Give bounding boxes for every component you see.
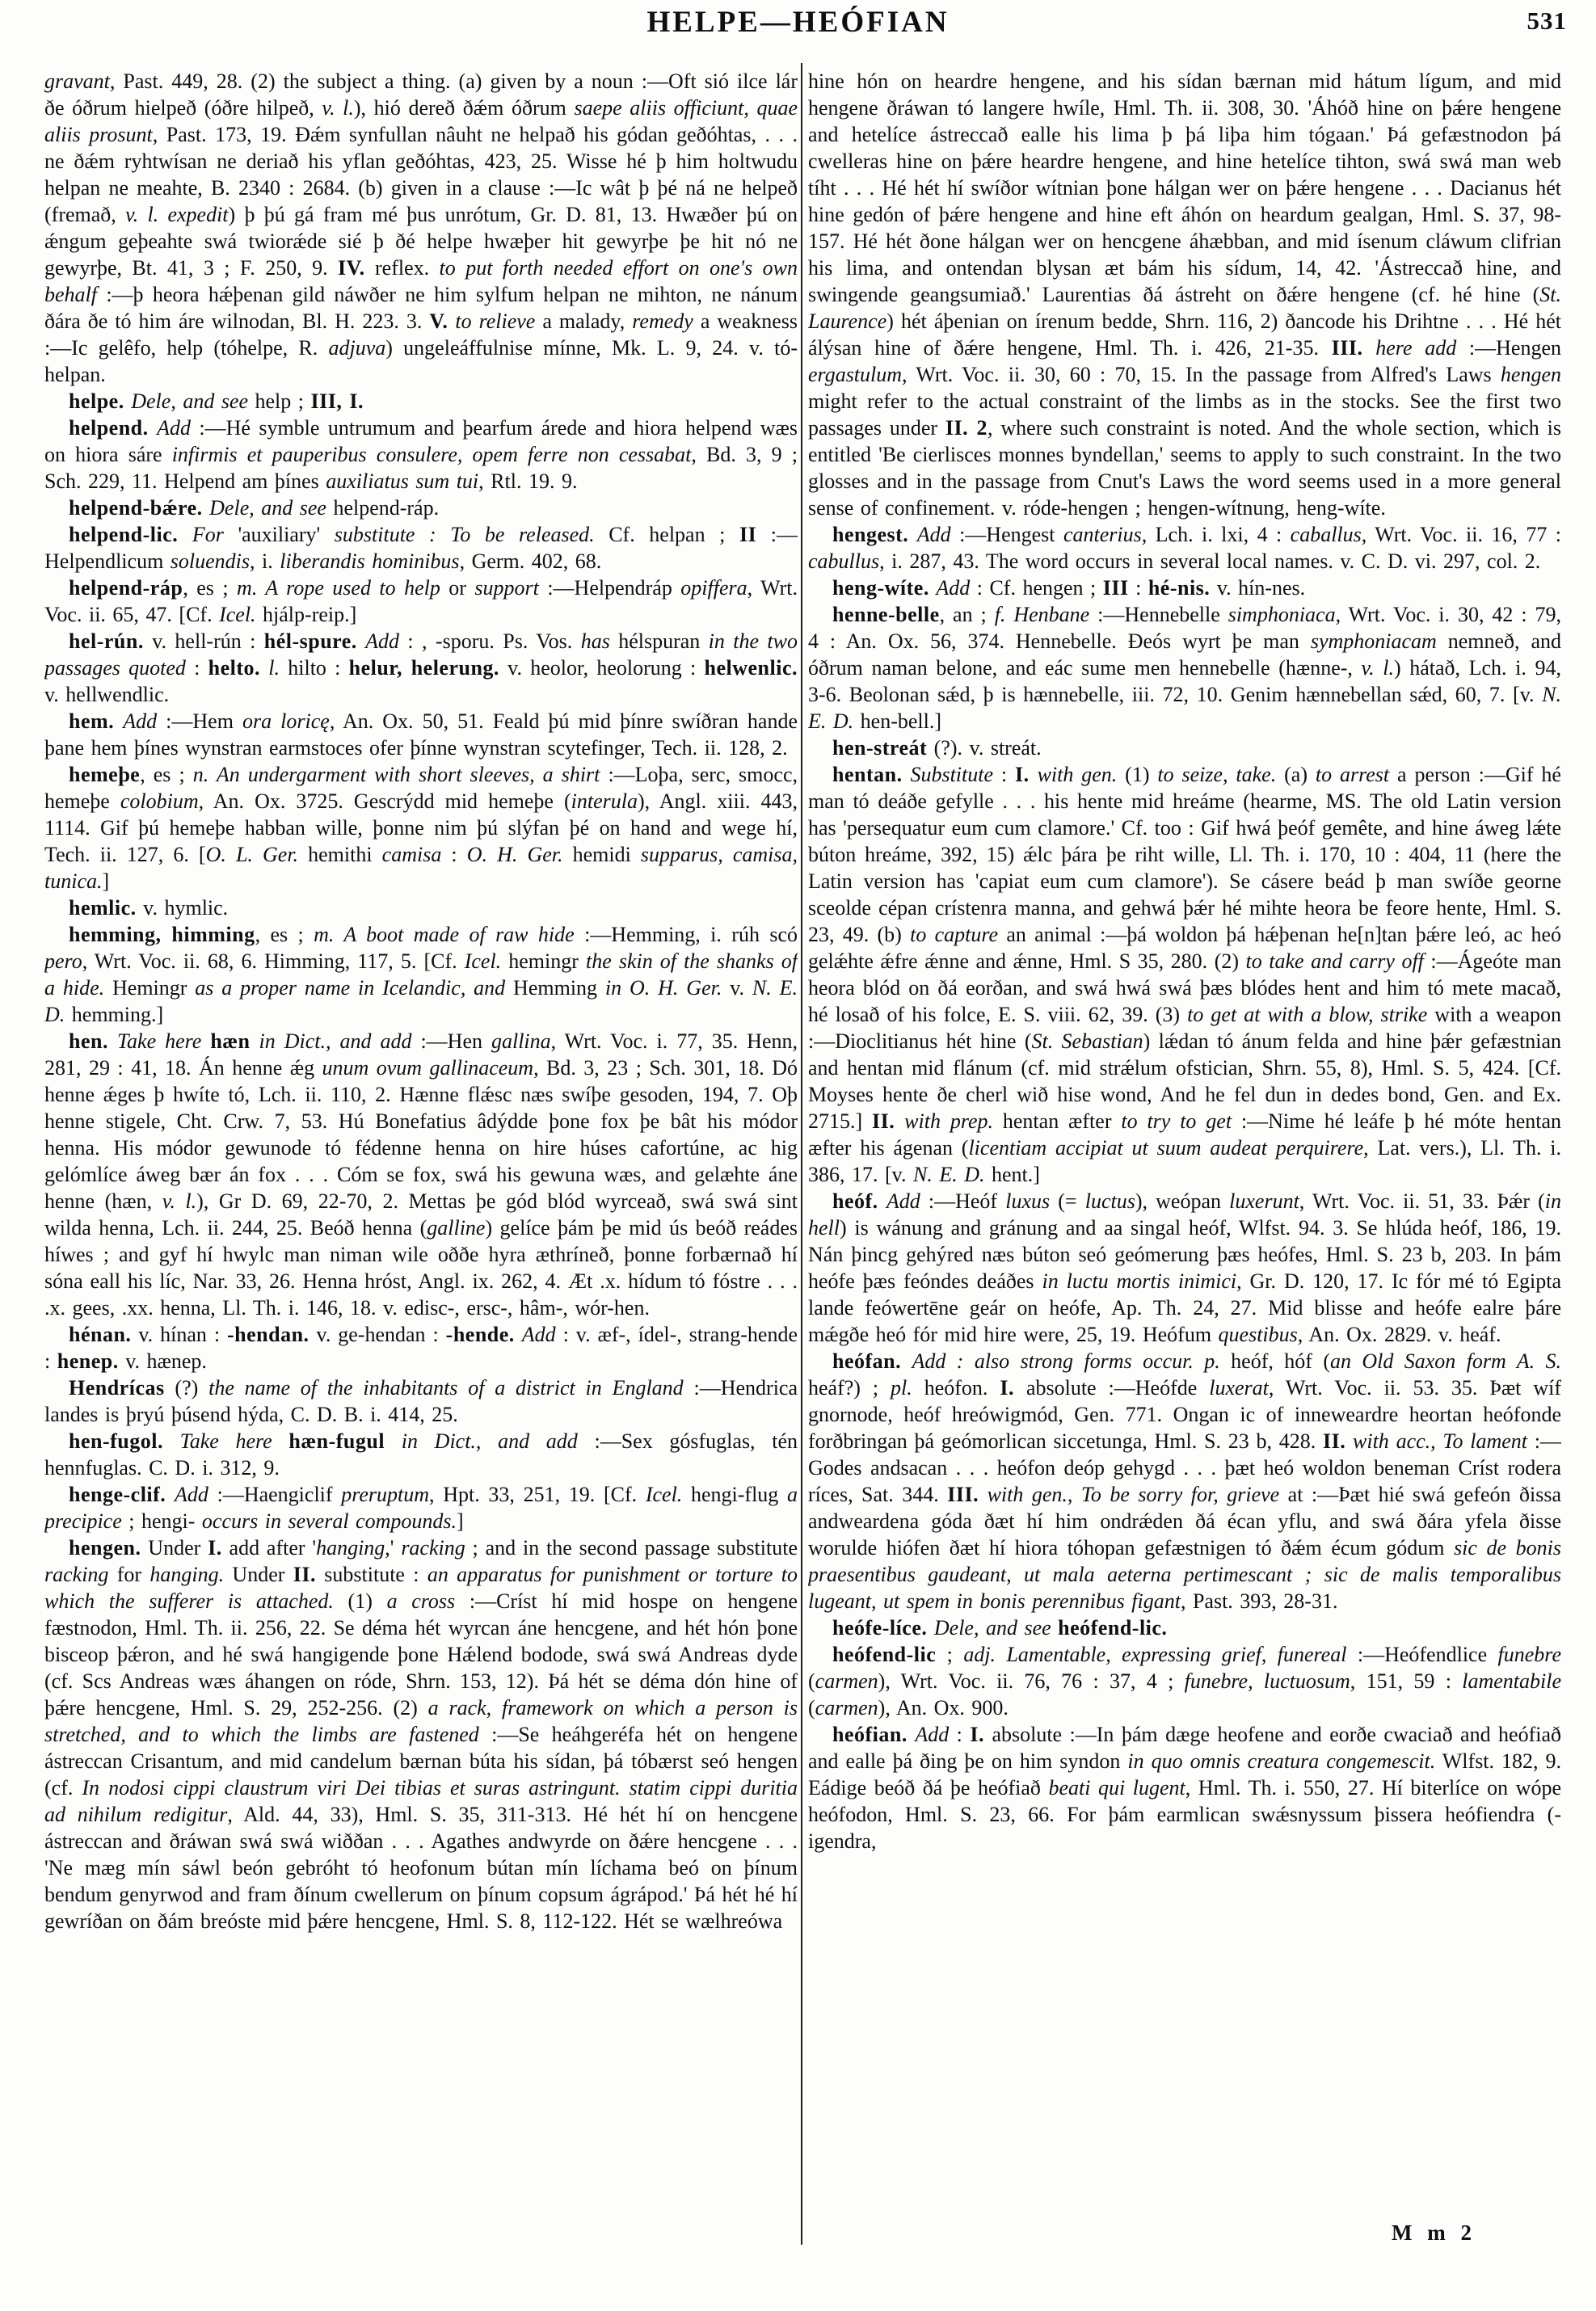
dictionary-entry: hénan. v. hínan : -hendan. v. ge-hendan : -hende. Add : v. æf-, ídel-, strang-hende : henep. v. hænep.	[44, 1323, 798, 1373]
dictionary-entry: helpend-ráp, es ; m. A rope used to help or support :—Helpendráp opiffera, Wrt. Voc. ii. 65, 47. [Cf. Icel. hjálp-reip.]	[44, 576, 798, 626]
column-right	[808, 68, 1561, 2254]
dictionary-entry: helpend-bǽre. Dele, and see helpend-ráp.	[69, 496, 440, 520]
dictionary-entry: heóf. Add :—Heóf luxus (= luctus), weópan luxerunt, Wrt. Voc. ii. 51, 33. Þǽr (in hell) is wánung and gránung and aa singal heóf, Wlfst. 94. 3. Se hlúda heóf, 186, 19. Nán þincg gehýred næs búton seó geómerung þæs heófes, Hml. S. 23 b, 203. In þám heófe þæs feóndes deáðes in luctu mortis inimici, Gr. D. 120, 17. Ic fór mé tó Egipta lande feówertēne geár on heófe, Ap. Th. 24, 27. Mid blisse and heófe ealre þáre mǽgðe heó fór mid hire were, 25, 19. Heófum questibus, An. Ox. 2829. v. heáf.	[808, 1189, 1561, 1346]
page-title: HELPE—HEÓFIAN	[646, 6, 950, 39]
dictionary-entry: hemming, himming, es ; m. A boot made of raw hide :—Hemming, i. rúh scó pero, Wrt. Voc. ii. 68, 6. Himming, 117, 5. [Cf. Icel. hemingr the skin of the shanks of a hide. Hemingr as a proper name in Icelandic, and Hemming in O. H. Ger. v. N. E. D. hemming.]	[44, 923, 798, 1026]
entry-continuation: hine hón on heardre hengene, and his sídan bærnan mid hátum lígum, and mid hengene ðráwan tó langere hwíle, Hml. Th. ii. 308, 30. 'Áhóð hine on þǽre hengene and hetelíce ástreccað ealle his lima þ þá liþa him tógaan.' Þá gefæstnodon þá cwelleras hine on þǽre heardre hengene, and hine hetelíce tihton, swá swá man web tíht . . . Hé hét hí swíðor wítnian þone hálgan wer on þǽre hengene . . . Dacianus hét hine gedón of þǽre hengene and hine eft áhón on heardum gealgan, Hml. S. 37, 98-157. Hé hét ðone hálgan wer on hencgene áhæbban, and mid ísenum cláwum clifrian his lima, and ontendan blysan æt bám his sídum, 14, 42. 'Ástreccað hine, and swingende geangsumiað.' Laurentias ðá ástreht on ðǽre hengene (cf. hé hine (St. Laurence) hét áþenian on írenum bedde, Shrn. 116, 2) ðancode his Drihtne . . . Hé hét álýsan hine of ðǽre hengene, Hml. Th. i. 426, 21-35. III. here add :—Hengen ergastulum, Wrt. Voc. ii. 30, 60 : 70, 15. In the passage from Alfred's Laws hengen might refer to the actual constraint of the limbs as in the stocks. See the first two passages under II. 2, where such constraint is noted. And the whole section, which is entitled 'Be cierlisces monnes byndellan,' seems to apply to such constraint. In the two glosses and in the passage from Cnut's Laws the word seems used in a more general sense of confinement. v. róde-hengen ; hengen-wítnung, heng-wíte.	[808, 69, 1561, 520]
page-number: 531	[1527, 6, 1567, 35]
entry-continuation: gravant, Past. 449, 28. (2) the subject a thing. (a) given by a noun :—Oft sió ilce lár ðe óðrum hielpeð (óðre hilpeð, v. l.), hió dereð ðǽm óðrum saepe aliis officiunt, quae aliis prosunt, Past. 173, 19. Ðǽm synfullan nâuht ne helpað his gódan geðóhtas, . . . ne ðǽm ryhtwísan ne deriað his yflan geðóhtas, 423, 25. Wisse hé þ him holtwudu helpan ne meahte, B. 2340 : 2684. (b) given in a clause :—Ic wât þ þé ná ne helpeð (fremað, v. l. expedit) þ þú gá fram mé þus unrótum, Gr. D. 81, 13. Hwæðer þú on ǽngum geþeahte swá twiorǽde sié þ ðé helpe hwæþer hit gewyrþe þe hit nó ne gewyrþe, Bt. 41, 3 ; F. 250, 9. IV. reflex. to put forth needed effort on one's own behalf :—þ heora hǽþenan gild náwðer ne him sylfum helpan ne mihton, ne nánum ðára ðe tó him áre wilnodan, Bl. H. 223. 3. V. to relieve a malady, remedy a weakness :—Ic gelêfo, help (tóhelpe, R. adjuva) ungeleáffulnise mínne, Mk. L. 9, 24. v. tó-helpan.	[44, 69, 798, 386]
dictionary-entry: Hendrícas (?) the name of the inhabitants of a district in England :—Hendrica landes is þryú þúsend hýda, C. D. B. i. 414, 25.	[44, 1376, 798, 1426]
dictionary-entry: hentan. Substitute : I. with gen. (1) to seize, take. (a) to arrest a person :—Gif hé man tó deáðe gefylle . . . his hente mid hreáme (hearme, MS. The old Latin version has 'persequatur eum cum clamore.' Cf. too : Gif hwá þeóf gemête, and hine áweg lǽte búton hreáme, 392, 15) ǽlc þára þe riht wille, Ll. Th. i. 170, 10 : 404, 11 (here the Latin version has 'capiat eum cum clamore'). Se cásere beád þ man swíðe georne sceolde cépan crístenra manna, and gehwá þǽr hé mihte heora be feore hente, Hml. S. 23, 49. (b) to capture an animal :—þá woldon þá hǽþenan he[n]tan þǽre leó, ac heó gelǽhte ǽfre ǽnne and ǽnne, Hml. S 35, 280. (2) to take and carry off :—Ágeóte man heora blód on ðá eorðan, and swá hwá swá þæs blódes hent and him tó mete macað, hé losað of his folce, E. S. viii. 62, 39. (3) to get at with a blow, strike with a weapon :—Dioclitianus hét hine (St. Sebastian) lǽdan tó ánum felda and hine þǽr gefæstnian and hentan mid flánum (cf. mid strǽlum ofstician, Shrn. 55, 8), Hml. S. 5, 424. [Cf. Moyses hente ðe cherl wið hise wond, And he fel dun in dedes bond, Gen. and Ex. 2715.] II. with prep. hentan æfter to try to get :—Nime hé leáfe þ hé móte hentan æfter his ágenan (licentiam accipiat ut suum audeat perquirere, Lat. vers.), Ll. Th. i. 386, 17. [v. N. E. D. hent.]	[808, 763, 1561, 1186]
dictionary-entry: heng-wíte. Add : Cf. hengen ; III : hé-nis. v. hín-nes.	[832, 576, 1306, 600]
signature-mark: M m 2	[1392, 2220, 1476, 2245]
dictionary-entry: heófe-líce. Dele, and see heófend-lic.	[832, 1616, 1168, 1640]
dictionary-entry: hemlic. v. hymlic.	[69, 896, 229, 920]
dictionary-entry: hengest. Add :—Hengest canterius, Lch. i. lxi, 4 : caballus, Wrt. Voc. ii. 16, 77 : cabullus, i. 287, 43. The word occurs in several local names. v. C. D. vi. 297, col. 2.	[808, 523, 1561, 573]
dictionary-entry: hen-streát (?). v. streát.	[832, 736, 1042, 760]
column-left	[44, 68, 798, 2254]
dictionary-entry: hem. Add :—Hem ora loricę, An. Ox. 50, 51. Feald þú mid þínre swíðran hande þane hem þínes wynstran earmstoces ofer þínne wynstran scytefinger, Tech. ii. 128, 2.	[44, 709, 798, 760]
dictionary-entry: hen-fugol. Take here hæn-fugul in Dict., and add :—Sex gósfuglas, tén hennfuglas. C. D. i. 312, 9.	[44, 1429, 798, 1480]
dictionary-entry: heófend-lic ; adj. Lamentable, expressing grief, funereal :—Heófendlice funebre (carmen), Wrt. Voc. ii. 76, 76 : 37, 4 ; funebre, luctuosum, 151, 59 : lamentabile (carmen), An. Ox. 900.	[808, 1643, 1561, 1720]
dictionary-entry: heófan. Add : also strong forms occur. p. heóf, hóf (an Old Saxon form A. S. heáf?) ; pl. heófon. I. absolute :—Heófde luxerat, Wrt. Voc. ii. 53. 35. Þæt wíf gnornode, heóf hreówigmód, Gen. 771. Ongan ic of inneweardre heortan heófonde forðbringan þá geómorlican siccetunga, Hml. S. 23 b, 428. II. with acc., To lament :—Godes andsacan . . . heófon deóp gehygd . . . þæt heó woldon beneman Críst rodera ríces, Sat. 344. III. with gen., To be sorry for, grieve at :—Þæt hié swá gefeón ðissa andweardena góda ðæt hí him ondrǽden ðá écan yflu, and swá ðára yfela ðisse worulde hiófen ðæt hí hiora tóhopan gefæstnigen tó ðǽm écum gódum sic de bonis praesentibus gaudeant, ut mala aeterna pertimescant ; sic de malis temporalibus lugeant, ut spem in bonis perennibus figant, Past. 393, 28-31.	[808, 1349, 1561, 1613]
dictionary-entry: helpend-lic. For 'auxiliary' substitute : To be released. Cf. helpan ; II :—Helpendlicum soluendis, i. liberandis hominibus, Germ. 402, 68.	[44, 523, 798, 573]
page-header	[0, 0, 1596, 57]
dictionary-entry: hemeþe, es ; n. An undergarment with short sleeves, a shirt :—Loþa, serc, smocc, hemeþe colobium, An. Ox. 3725. Gescrýdd mid hemeþe (interula), Angl. xiii. 443, 1114. Gif þú hemeþe habban wille, þonne nim þú slýfan þé on hand and wege hí, Tech. ii. 127, 6. [O. L. Ger. hemithi camisa : O. H. Ger. hemidi supparus, camisa, tunica.]	[44, 763, 798, 893]
dictionary-entry: helpend. Add :—Hé symble untrumum and þearfum árede and hiora helpend wæs on hiora sáre infirmis et pauperibus consulere, opem ferre non cessabat, Bd. 3, 9 ; Sch. 229, 11. Helpend am þínes auxiliatus sum tui, Rtl. 19. 9.	[44, 416, 798, 493]
dictionary-entry: henne-belle, an ; f. Henbane :—Hennebelle simphoniaca, Wrt. Voc. i. 30, 42 : 79, 4 : An. Ox. 56, 374. Hennebelle. Ðeós wyrt þe man symphoniacam nemneð, and óðrum naman belone, and eác sume men hennebelle (hænne-, v. l.) hátað, Lch. i. 94, 3-6. Beolonan sǽd, þ is hænnebelle, iii. 72, 10. Genim hænnebellan sǽd, 60, 7. [v. N. E. D. hen-bell.]	[808, 603, 1561, 733]
dictionary-entry: hengen. Under I. add after 'hanging,' racking ; and in the second passage substitute racking for hanging. Under II. substitute : an apparatus for punishment or torture to which the sufferer is attached. (1) a cross :—Críst hí mid hospe on hengene fæstnodon, Hml. Th. ii. 256, 22. Se déma hét wyrcan áne hencgene, and hét hón þone bisceop þǽron, and hé swá hangigende þone Hǽlend bodode, swá swá Andreas dyde (cf. Scs Andreas wæs áhangen on róde, Shrn. 153, 12). Þá hét se déma dón hine of þǽre hencgene, Hml. S. 29, 252-256. (2) a rack, framework on which a person is stretched, and to which the limbs are fastened :—Se heáhgeréfa hét on hengene ástreccan Crisantum, and mid candelum bærnan búta his sídan, þá tóbærst seó hengen (cf. In nodosi cippi claustrum viri Dei tibias et suras astringunt. statim cippi duritia ad nihilum redigitur, Ald. 44, 33), Hml. S. 35, 311-313. Hé hét hí on hencgene ástreccan and ðráwan swá swá wiððan . . . Agathes andwyrde on ðǽre hencgene . . . 'Ne mæg mín sáwl beón gebróht tó heofonum bútan mín líchama beó on þínum bendum genyrwod and fram ðínum cwellerum on þínum copsum ágrápod.' Þá hét hé hí gewríðan on ðám breóste mid þǽre hencgene, Hml. S. 8, 112-122. Hét se wælhreówa	[44, 1536, 798, 1933]
dictionary-entry: henge-clif. Add :—Haengiclif preruptum, Hpt. 33, 251, 19. [Cf. Icel. hengi-flug a precipice ; hengi- occurs in several compounds.]	[44, 1483, 798, 1533]
dictionary-entry: hen. Take here hæn in Dict., and add :—Hen gallina, Wrt. Voc. i. 77, 35. Henn, 281, 29 : 41, 18. Án henne ǽg unum ovum gallinaceum, Bd. 3, 23 ; Sch. 301, 18. Dó henne ǽges þ hwíte tó, Lch. ii. 110, 2. Hænne flǽsc næs swíþe gesoden, 194, 7. Oþ henne stigele, Cht. Crw. 7, 53. Hú Bonefatius âdýdde þone fox þe bât his módor henna. His módor gewunode tó fédenne henna on hire húses cafortúne, ac hig gelómlíce áweg bær án fox . . . Cóm se fox, swá his gewuna wæs, and gelæhte áne henne (hæn, v. l.), Gr D. 69, 22-70, 2. Mettas þe gód blód wyrceað, swá swá sint wilda henna, Lch. ii. 244, 25. Beóð henna (galline) gelíce þám þe mid ús beóð reádes híwes ; and gyf hí hwylc man niman wile oððe hyra æthríneð, þonne forbærnað hí sóna eall his líc, Nar. 33, 26. Henna hróst, Angl. ix. 262, 4. Æt .x. hídum tó fóstre . . . .x. gees, .xx. henna, Ll. Th. i. 146, 18. v. edisc-, ersc-, hâm-, wór-hen.	[44, 1029, 798, 1320]
dictionary-entry: heófian. Add : I. absolute :—In þám dæge heofene and eorðe cwaciað and heófiað and ealle þá ðing þe on him syndon in quo omnis creatura congemescit. Wlfst. 182, 9. Eádige beóð ðá þe heófiað beati qui lugent, Hml. Th. i. 550, 27. Hí biterlíce on wópe heófodon, Hml. S. 23, 66. For þám earmlican swǽsnyssum þissera heófiendra (-igendra,	[808, 1723, 1561, 1853]
column-divider	[801, 63, 802, 2245]
dictionary-entry: helpe. Dele, and see help ; III, I.	[69, 389, 364, 413]
dictionary-entry: hel-rún. v. hell-rún : hél-spure. Add : , -sporu. Ps. Vos. has hélspuran in the two passages quoted : helto. l. hilto : helur, helerung. v. heolor, heolorung : helwenlic. v. hellwendlic.	[44, 629, 798, 706]
